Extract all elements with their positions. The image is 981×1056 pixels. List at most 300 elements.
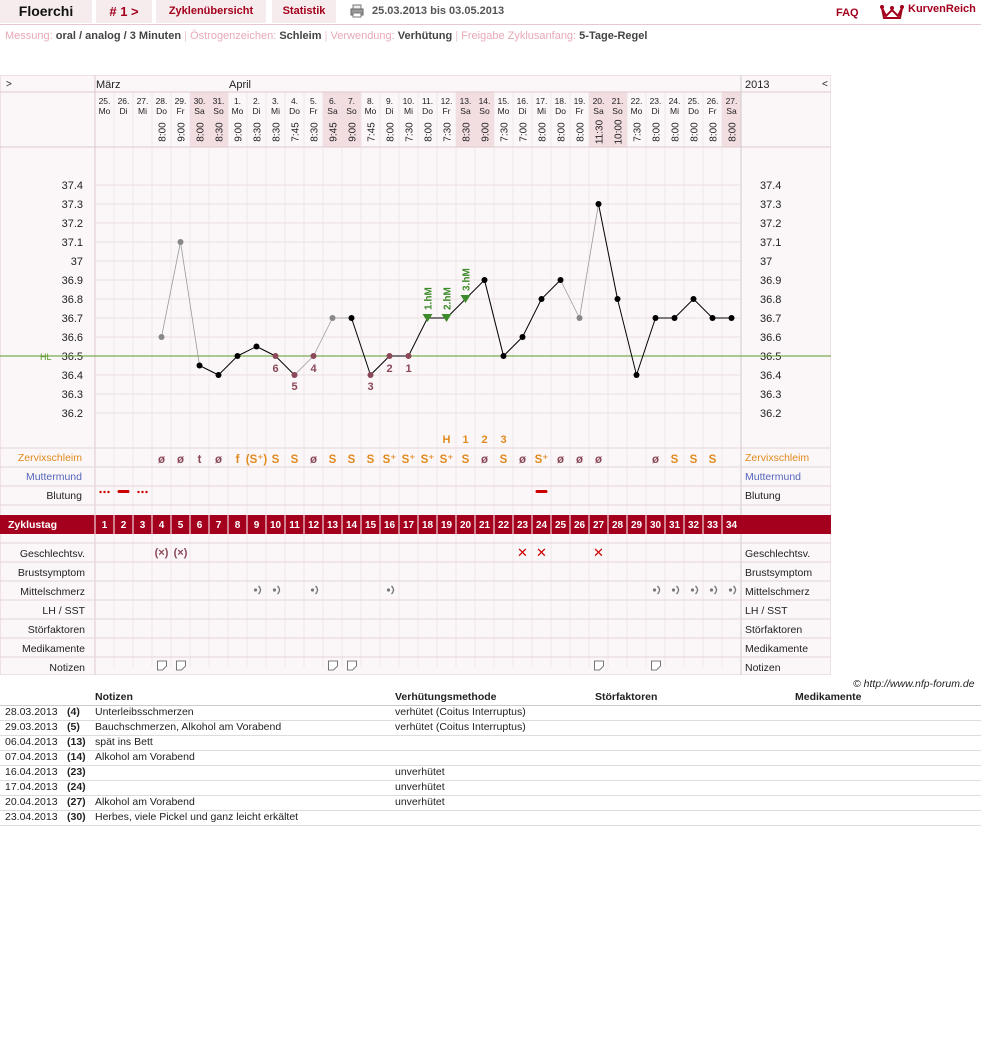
notes-cell-day: (4) [67, 706, 80, 718]
day-label: 12. [440, 96, 453, 106]
weekday-label: Mi [271, 106, 280, 116]
temp-point [349, 315, 355, 321]
weekday-label: Do [289, 106, 300, 116]
mucus-symbol: S [366, 454, 375, 466]
cycle-day-number: 5 [177, 520, 184, 531]
peak-marker: 1 [462, 434, 469, 446]
y-tick-label: 36.2 [61, 408, 83, 420]
mucus-symbol: (S⁺) [245, 454, 268, 466]
y-tick-label: 36.4 [61, 370, 83, 382]
mucus-symbol: S [328, 454, 337, 466]
y-tick-label: 37.2 [61, 218, 83, 230]
day-label: 17. [535, 96, 548, 106]
mucus-symbol: S⁺ [420, 454, 435, 466]
temp-point [653, 315, 659, 321]
row-label-right-cervix: Muttermund [745, 471, 802, 483]
usage-value: Verhütung [397, 30, 453, 42]
notes-table-row [0, 705, 981, 721]
notes-header [0, 690, 981, 706]
time-label: 8:30 [309, 122, 321, 142]
cycle-day-number: 12 [307, 520, 320, 531]
bleeding-spot-icon [107, 491, 109, 493]
day-label: 21. [611, 96, 624, 106]
count-label: 2 [386, 363, 393, 375]
y-tick-label-right: 36.3 [760, 389, 782, 401]
temp-point [197, 363, 203, 369]
cycle-day-number: 21 [478, 520, 491, 531]
measure-value: oral / analog / 3 Minuten [55, 30, 182, 42]
y-tick-label: 36.9 [61, 275, 83, 287]
mittelschmerz-icon [387, 588, 390, 591]
temp-point [615, 296, 621, 302]
time-label: 11:30 [594, 119, 606, 145]
time-label: 8:30 [252, 122, 264, 142]
coverline-label: HL [40, 352, 52, 362]
nav-prev-button[interactable]: > [6, 79, 12, 90]
notes-table-row [0, 765, 981, 781]
row-label-disturb: Störfaktoren [27, 624, 85, 636]
temp-point [558, 277, 564, 283]
day-label: 6. [328, 96, 337, 106]
print-icon[interactable] [350, 4, 364, 18]
day-label: 8. [366, 96, 375, 106]
bleeding-spot-icon [103, 491, 105, 493]
day-label: 9. [385, 96, 394, 106]
notes-cell-note: Bauchschmerzen, Alkohol am Vorabend [95, 721, 282, 733]
row-label-right-bleeding: Blutung [745, 490, 781, 502]
notes-table-row [0, 750, 981, 766]
count-label: 4 [310, 363, 317, 375]
y-tick-label-right: 36.2 [760, 408, 782, 420]
row-label-right-intercourse: Geschlechtsv. [745, 548, 811, 560]
day-label: 20. [592, 96, 605, 106]
cycle-day-number: 6 [196, 520, 203, 531]
notes-cell-date: 16.04.2013 [5, 766, 58, 778]
weekday-label: Sa [593, 106, 604, 116]
copyright: © http://www.nfp-forum.de [853, 678, 975, 690]
y-tick-label: 37.1 [61, 237, 83, 249]
notes-cell-method: verhütet (Coitus Interruptus) [395, 721, 526, 733]
weekday-label: Di [518, 106, 527, 116]
row-label-right-lh: LH / SST [745, 605, 788, 617]
count-label: 5 [291, 381, 298, 393]
time-label: 8:00 [575, 122, 587, 142]
day-label: 27. [725, 96, 738, 106]
time-label: 7:30 [442, 122, 454, 142]
protected-intercourse-icon: (×) [154, 547, 169, 559]
mucus-symbol: S [670, 454, 679, 466]
estrogen-value: Schleim [279, 30, 322, 42]
weekday-label: Di [651, 106, 660, 116]
day-label: 19. [573, 96, 586, 106]
time-label: 9:00 [480, 122, 492, 142]
count-label: 6 [272, 363, 279, 375]
peak-marker: H [442, 434, 451, 446]
mucus-symbol: S⁺ [382, 454, 397, 466]
mittelschmerz-icon [691, 588, 694, 591]
cycle-day-number: 9 [253, 520, 260, 531]
temp-point [235, 353, 241, 359]
time-label: 7:45 [290, 122, 302, 142]
cycle-day-number: 19 [440, 520, 453, 531]
cycle-day-number: 26 [573, 520, 586, 531]
y-tick-label-right: 37 [760, 256, 773, 268]
method-col-header: Verhütungsmethode [395, 691, 497, 703]
weekday-label: Mo [364, 106, 377, 116]
day-label: 16. [516, 96, 529, 106]
mittelschmerz-icon [729, 588, 732, 591]
notes-cell-date: 06.04.2013 [5, 736, 58, 748]
temp-point [311, 353, 317, 359]
notes-cell-day: (30) [67, 811, 86, 823]
cycle-day-number: 27 [592, 520, 605, 531]
notes-cell-day: (24) [67, 781, 86, 793]
notes-cell-note: Alkohol am Vorabend [95, 796, 195, 808]
bleeding-spot-icon [145, 491, 147, 493]
cycle-day-number: 3 [139, 520, 146, 531]
temp-point [216, 372, 222, 378]
notes-cell-note: spät ins Bett [95, 736, 153, 748]
row-label-bleeding: Blutung [46, 490, 82, 502]
mittelschmerz-icon [710, 588, 713, 591]
weekday-label: Fr [176, 106, 185, 116]
mucus-symbol: S⁺ [534, 454, 549, 466]
row-label-notes: Notizen [49, 662, 85, 674]
cycle-day-number: 28 [611, 520, 624, 531]
notes-table-row [0, 720, 981, 736]
y-tick-label-right: 37.2 [760, 218, 782, 230]
time-label: 8:00 [423, 122, 435, 142]
weekday-label: So [479, 106, 490, 116]
time-label: 8:00 [157, 122, 169, 142]
settings-info-bar [5, 30, 647, 42]
row-label-intercourse: Geschlechtsv. [19, 548, 85, 560]
temp-point [406, 353, 412, 359]
cycle-day-number: 31 [668, 520, 681, 531]
row-label-right-meds: Medikamente [745, 643, 809, 655]
mittelschmerz-icon [311, 588, 314, 591]
bleeding-spot-icon [137, 491, 139, 493]
bleeding-spot-icon [99, 491, 101, 493]
notes-cell-date: 20.04.2013 [5, 796, 58, 808]
cycle-day-number: 25 [554, 520, 567, 531]
peak-marker: 2 [481, 434, 488, 446]
separator: | [324, 30, 328, 42]
weekday-label: Fr [309, 106, 318, 116]
y-tick-label: 36.6 [61, 332, 83, 344]
day-label: 27. [136, 96, 149, 106]
cycle-day-number: 13 [326, 520, 339, 531]
weekday-label: Fr [708, 106, 717, 116]
cycle-day-number: 22 [497, 520, 510, 531]
mucus-symbol: ø [480, 454, 489, 466]
cycle-day-number: 23 [516, 520, 529, 531]
count-label: 3 [367, 381, 374, 393]
row-label-right-mucus: Zervixschleim [745, 452, 810, 464]
notes-cell-day: (27) [67, 796, 86, 808]
temp-point [368, 372, 374, 378]
notes-col-header: Notizen [95, 691, 133, 703]
day-label: 15. [497, 96, 510, 106]
y-tick-label-right: 37.3 [760, 199, 782, 211]
row-label-breast: Brustsymptom [17, 567, 85, 579]
mittelschmerz-icon [672, 588, 675, 591]
day-label: 13. [459, 96, 472, 106]
notes-table-row [0, 810, 981, 826]
temp-point [710, 315, 716, 321]
usage-label: Verwendung: [330, 30, 395, 42]
unprotected-intercourse-icon: ✕ [517, 545, 528, 560]
cycle-day-number: 11 [289, 520, 300, 531]
temp-point [539, 296, 545, 302]
temp-point [691, 296, 697, 302]
temp-point [634, 372, 640, 378]
mucus-symbol: ø [594, 454, 603, 466]
temp-point [729, 315, 735, 321]
mucus-symbol: ø [214, 454, 223, 466]
day-label: 18. [554, 96, 567, 106]
day-label: 10. [402, 96, 415, 106]
row-label-mittelschmerz: Mittelschmerz [20, 586, 85, 598]
nav-next-button[interactable]: < [822, 79, 828, 90]
cycle-day-label: Zyklustag [8, 519, 58, 531]
y-tick-label-right: 36.9 [760, 275, 782, 287]
unprotected-intercourse-icon: ✕ [593, 545, 604, 560]
tab-cycle-overview[interactable]: Zyklenübersicht [156, 0, 266, 23]
mittelschmerz-icon [273, 588, 276, 591]
mucus-symbol: S [290, 454, 299, 466]
y-tick-label: 36.7 [61, 313, 83, 325]
time-label: 9:00 [347, 122, 359, 142]
protected-intercourse-icon: (×) [173, 547, 188, 559]
row-label-right-mittelschmerz: Mittelschmerz [745, 586, 810, 598]
separator: | [455, 30, 459, 42]
temp-point [482, 277, 488, 283]
bleeding-bar-icon [118, 490, 130, 493]
measure-label: Messung: [5, 30, 53, 42]
bleeding-spot-icon [141, 491, 143, 493]
day-label: 1. [233, 96, 242, 106]
notes-cell-day: (13) [67, 736, 86, 748]
cycle-day-number: 34 [725, 520, 738, 531]
meds-col-header: Medikamente [795, 691, 862, 703]
row-label-lh: LH / SST [42, 605, 85, 617]
temp-point [577, 315, 583, 321]
y-tick-label-right: 36.5 [760, 351, 782, 363]
notes-cell-day: (5) [67, 721, 80, 733]
notes-table-row [0, 795, 981, 811]
weekday-label: Fr [575, 106, 584, 116]
temp-point [178, 239, 184, 245]
temp-point [330, 315, 336, 321]
time-label: 8:00 [385, 122, 397, 142]
bleeding-bar-icon [536, 490, 548, 493]
weekday-label: Do [156, 106, 167, 116]
y-tick-label-right: 36.7 [760, 313, 782, 325]
notes-cell-note: Herbes, viele Pickel und ganz leicht erkältet [95, 811, 299, 823]
time-label: 8:00 [708, 122, 720, 142]
cycle-day-number: 14 [345, 520, 358, 531]
mucus-symbol: S⁺ [401, 454, 416, 466]
year-label: 2013 [745, 79, 770, 91]
notes-cell-day: (23) [67, 766, 86, 778]
temp-point [273, 353, 279, 359]
day-label: 25. [687, 96, 700, 106]
day-label: 3. [271, 96, 280, 106]
time-label: 9:45 [328, 122, 340, 142]
cycle-day-number: 7 [215, 520, 222, 531]
weekday-label: Mo [231, 106, 244, 116]
notes-cell-date: 17.04.2013 [5, 781, 58, 793]
day-label: 14. [478, 96, 491, 106]
release-label: Freigabe Zyklusanfang: [461, 30, 577, 42]
weekday-label: Fr [442, 106, 451, 116]
notes-table-row [0, 735, 981, 751]
weekday-label: Mo [98, 106, 111, 116]
cycle-nav[interactable]: # 1 > [96, 0, 152, 23]
separator: | [184, 30, 187, 42]
notes-cell-note: Alkohol am Vorabend [95, 751, 195, 763]
weekday-label: Sa [726, 106, 737, 116]
day-label: 30. [193, 96, 206, 106]
cycle-day-number: 16 [383, 520, 396, 531]
notes-cell-method: unverhütet [395, 766, 445, 778]
day-label: 11. [421, 96, 434, 106]
weekday-label: Mi [670, 106, 679, 116]
cycle-day-number: 18 [421, 520, 434, 531]
cycle-day-number: 30 [649, 520, 662, 531]
mucus-symbol: ø [651, 454, 660, 466]
mucus-symbol: ø [556, 454, 565, 466]
weekday-label: Do [688, 106, 699, 116]
cycle-day-number: 20 [459, 520, 472, 531]
weekday-label: So [612, 106, 623, 116]
estrogen-label: Östrogenzeichen: [190, 30, 277, 42]
mucus-symbol: S⁺ [439, 454, 454, 466]
notes-cell-day: (14) [67, 751, 86, 763]
time-label: 8:30 [461, 122, 473, 142]
cycle-day-number: 24 [535, 520, 548, 531]
time-label: 7:00 [518, 122, 530, 142]
notes-cell-date: 23.04.2013 [5, 811, 58, 823]
weekday-label: Do [555, 106, 566, 116]
mucus-symbol: S [499, 454, 508, 466]
mucus-symbol: S [271, 454, 280, 466]
mucus-symbol: t [197, 454, 202, 466]
cycle-day-number: 32 [687, 520, 700, 531]
notes-cell-method: unverhütet [395, 796, 445, 808]
mucus-symbol: S [708, 454, 717, 466]
y-tick-label: 36.8 [61, 294, 83, 306]
mucus-symbol: S [461, 454, 470, 466]
date-range: 25.03.2013 bis 03.05.2013 [372, 5, 505, 17]
release-value: 5-Tage-Regel [579, 30, 648, 42]
disturb-col-header: Störfaktoren [595, 691, 658, 703]
cycle-chart [0, 75, 831, 675]
y-tick-label-right: 36.8 [760, 294, 782, 306]
notes-cell-date: 29.03.2013 [5, 721, 58, 733]
day-label: 5. [309, 96, 318, 106]
mucus-symbol: ø [176, 454, 185, 466]
mucus-symbol: ø [309, 454, 318, 466]
high-measure-label: 1.hM [423, 287, 435, 310]
day-label: 29. [174, 96, 187, 106]
weekday-label: Mi [404, 106, 413, 116]
mittelschmerz-icon [653, 588, 656, 591]
weekday-label: Sa [327, 106, 338, 116]
mucus-symbol: ø [518, 454, 527, 466]
row-label-mucus: Zervixschleim [17, 452, 82, 464]
y-tick-label: 37.3 [61, 199, 83, 211]
y-tick-label: 37 [70, 256, 83, 268]
time-label: 8:00 [727, 122, 739, 142]
weekday-label: Mi [138, 106, 147, 116]
mucus-symbol: ø [575, 454, 584, 466]
time-label: 8:00 [670, 122, 682, 142]
time-label: 8:00 [556, 122, 568, 142]
day-label: 4. [290, 96, 299, 106]
temp-point [254, 344, 260, 350]
y-tick-label-right: 37.1 [760, 237, 782, 249]
weekday-label: Di [119, 106, 128, 116]
y-tick-label-right: 37.4 [760, 180, 782, 192]
high-measure-label: 2.hM [442, 287, 454, 310]
mucus-symbol: S [347, 454, 356, 466]
day-label: 31. [212, 96, 225, 106]
mucus-symbol: ø [157, 454, 166, 466]
notes-table-row [0, 780, 981, 796]
y-tick-label: 37.4 [61, 180, 83, 192]
cycle-day-number: 17 [402, 520, 415, 531]
notes-cell-note: Unterleibsschmerzen [95, 706, 194, 718]
top-bar [0, 0, 981, 25]
weekday-label: So [346, 106, 357, 116]
notes-cell-method: verhütet (Coitus Interruptus) [395, 706, 526, 718]
row-label-right-breast: Brustsymptom [745, 567, 813, 579]
month-label: April [229, 79, 252, 91]
row-label-cervix: Muttermund [25, 471, 82, 483]
day-label: 2. [252, 96, 261, 106]
day-label: 23. [649, 96, 662, 106]
day-label: 7. [347, 96, 356, 106]
brand-name: KurvenReich [908, 3, 976, 15]
row-label-meds: Medikamente [21, 643, 85, 655]
temp-point [672, 315, 678, 321]
weekday-label: Di [385, 106, 394, 116]
temp-point [159, 334, 165, 340]
cycle-day-number: 29 [630, 520, 643, 531]
day-label: 26. [117, 96, 130, 106]
weekday-label: Sa [460, 106, 471, 116]
count-label: 1 [405, 363, 412, 375]
weekday-label: Do [422, 106, 433, 116]
time-label: 7:30 [499, 122, 511, 142]
weekday-label: Sa [194, 106, 205, 116]
tab-statistics[interactable]: Statistik [272, 0, 336, 23]
unprotected-intercourse-icon: ✕ [536, 545, 547, 560]
weekday-label: Mo [497, 106, 510, 116]
faq-link[interactable]: FAQ [836, 7, 859, 19]
temp-point [520, 334, 526, 340]
notes-cell-date: 07.04.2013 [5, 751, 58, 763]
time-label: 7:45 [366, 122, 378, 142]
mucus-symbol: f [235, 454, 240, 466]
mucus-symbol: S [689, 454, 698, 466]
day-label: 25. [98, 96, 111, 106]
weekday-label: Mo [630, 106, 643, 116]
time-label: 8:30 [271, 122, 283, 142]
time-label: 9:00 [176, 122, 188, 142]
